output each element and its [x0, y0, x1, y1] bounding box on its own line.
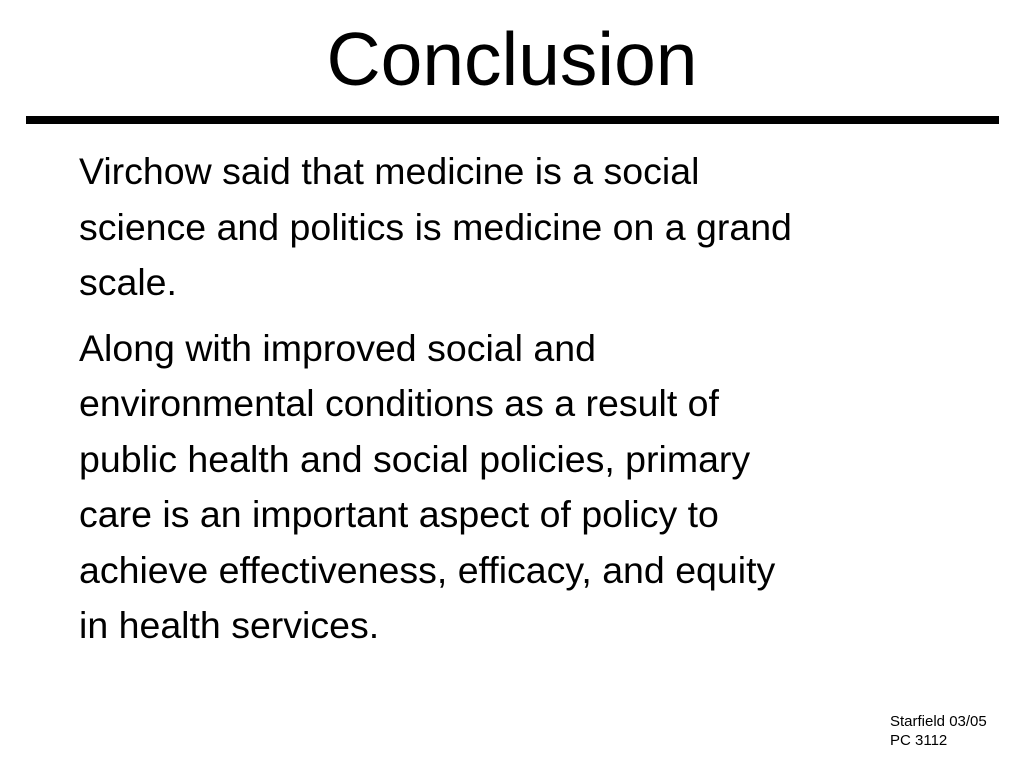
slide-title: Conclusion [326, 17, 698, 101]
slide-body [79, 144, 979, 664]
footer-code: PC 3112 [890, 732, 948, 749]
paragraph-virchow: Virchow said that medicine is a social science and politics is medicine on a grand scale. [79, 150, 792, 303]
title-divider [26, 116, 999, 124]
footer-author-date: Starfield 03/05 [890, 713, 987, 730]
slide-footer [890, 712, 987, 750]
paragraph-primary-care: Along with improved social and environmental conditions as a result of public health and social policies, primary care is an important aspect of policy to achieve effectiveness, efficacy, and equity in health services. [79, 326, 776, 646]
